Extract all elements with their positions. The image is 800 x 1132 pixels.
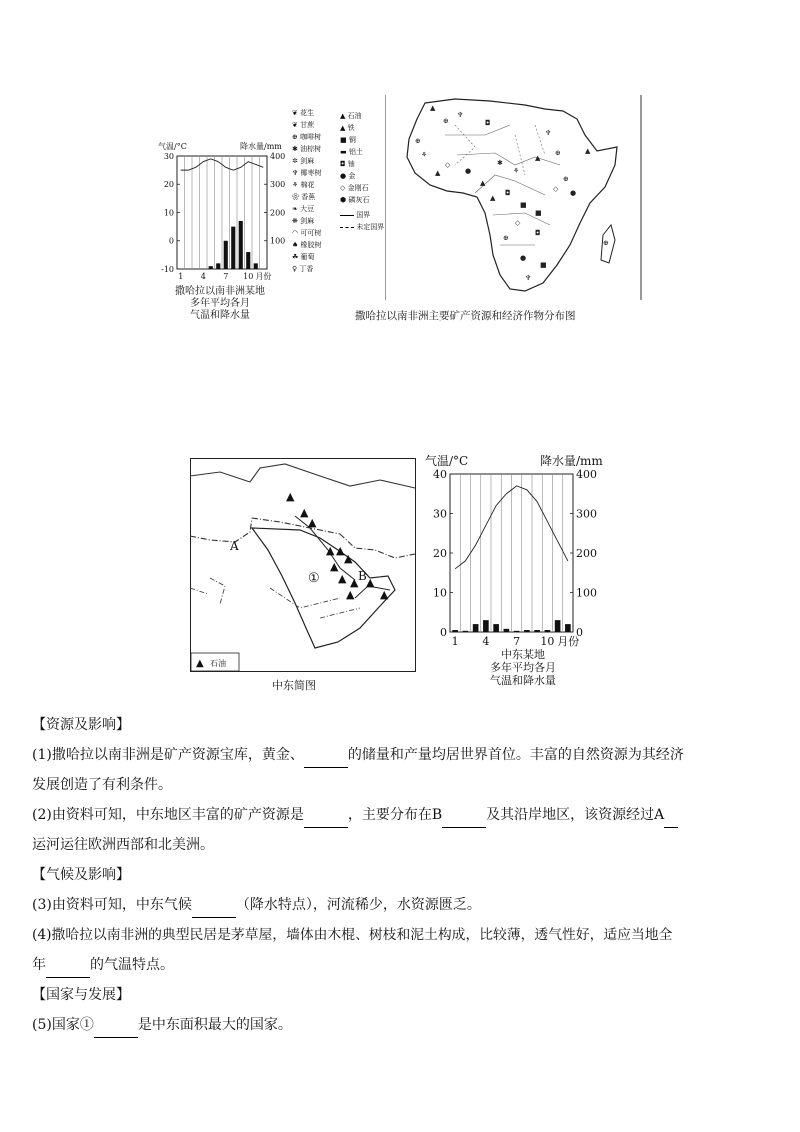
svg-text:▲: ▲: [344, 552, 353, 565]
fig1-chart: [160, 152, 298, 282]
legend-crop-14: ♀ 丁香: [292, 265, 314, 273]
precipitation-bar: [473, 624, 479, 632]
x-tick-label: 10: [540, 635, 555, 648]
crop-icon: ⚘: [292, 181, 299, 189]
mideast-map-svg: [190, 458, 416, 672]
crop-icon: ♠: [292, 241, 299, 249]
legend-mineral-5: ◘ 铀: [340, 160, 355, 168]
question-4-line1: (4)撒哈拉以南非洲的典型民居是茅草屋，墙体由木棍、树枝和泥土构成，比较薄，透气性好，适应当地全: [32, 927, 673, 943]
svg-text:◇: ◇: [445, 161, 451, 169]
fig1-caption: [160, 286, 280, 322]
y-right-tick-label: 200: [576, 546, 597, 560]
precipitation-bar: [534, 630, 540, 632]
precipitation-bar: [231, 227, 235, 269]
legend-crop-5: ✲ 剑麻: [292, 157, 315, 165]
precipitation-bar: [246, 252, 250, 269]
crop-icon: ◠: [292, 229, 299, 237]
svg-text:⊕: ⊕: [555, 149, 561, 157]
svg-text:▲: ▲: [585, 147, 591, 155]
y-right-tick-label: 400: [270, 152, 286, 161]
copper-icon: ■: [340, 136, 347, 144]
svg-text:●: ●: [520, 254, 527, 262]
precipitation-bar: [493, 624, 499, 632]
fig2-ylabel-right: 降水量/mm: [540, 454, 603, 468]
x-tick-label: 10: [243, 272, 254, 281]
svg-text:▲: ▲: [346, 588, 355, 601]
precipitation-bar: [224, 241, 228, 269]
svg-text:▲: ▲: [430, 104, 436, 112]
y-right-tick-label: 200: [270, 208, 286, 218]
x-tick-label: 4: [482, 635, 490, 648]
y-right-tick-label: 0: [576, 625, 583, 639]
mideast-label-a: A: [230, 539, 239, 553]
legend-boundary-1: 国界: [340, 210, 370, 220]
africa-outline: [407, 99, 617, 291]
crop-icon: ♆: [292, 169, 299, 177]
question-4-line2: 年 的气温特点。: [32, 952, 772, 978]
legend-mineral-1: ▲ 石油: [340, 112, 362, 120]
y-right-tick-label: 100: [576, 586, 597, 600]
svg-text:▲: ▲: [435, 169, 441, 177]
svg-text:▲: ▲: [535, 154, 541, 162]
svg-text:▲: ▲: [330, 560, 339, 573]
mideast-legend-oil: 石油: [210, 659, 226, 668]
answer-blank-2a[interactable]: [304, 810, 348, 828]
svg-text:▲: ▲: [300, 506, 309, 519]
legend-mineral-3: ■ 铜: [340, 136, 356, 144]
legend-crop-2: ❦ 甘蔗: [292, 121, 315, 129]
legend-mineral-8: ⬢ 磷灰石: [340, 196, 370, 204]
fig1-caption-line2: 多年平均各月: [190, 298, 250, 309]
svg-text:▲: ▲: [490, 194, 496, 202]
svg-text:▲: ▲: [380, 588, 389, 601]
legend-crop-4: ✱ 油棕树: [292, 145, 322, 153]
precipitation-bar: [504, 629, 510, 632]
legend-mineral-7: ◇ 金刚石: [340, 184, 369, 192]
crop-icon: ❋: [292, 217, 298, 225]
precipitation-bar: [254, 263, 258, 269]
legend-boundary-2: 未定国界: [340, 222, 384, 232]
svg-text:▲: ▲: [350, 576, 359, 589]
svg-text:⚘: ⚘: [513, 167, 520, 175]
x-axis-unit: 月份: [255, 272, 272, 281]
y-right-tick-label: 100: [270, 236, 286, 246]
crop-icon: ✲: [292, 157, 298, 165]
precipitation-bar: [545, 630, 551, 632]
legend-mineral-6: ● 金: [340, 172, 356, 180]
y-left-tick-label: 30: [163, 152, 174, 161]
y-left-tick-label: 20: [163, 180, 174, 190]
fig1-ylabel-left: 气温/°C: [158, 142, 187, 151]
gold-icon: ●: [340, 172, 347, 180]
crop-icon: ♀: [292, 265, 298, 273]
question-1-line2: 发展创造了有利条件。: [32, 777, 172, 793]
svg-text:◘: ◘: [535, 229, 541, 237]
y-left-tick-label: 40: [433, 467, 447, 481]
svg-text:♆: ♆: [545, 129, 552, 137]
precipitation-bar: [565, 624, 571, 632]
fig2-caption-line1: 中东某地: [501, 648, 545, 661]
crop-icon: ❧: [292, 205, 298, 213]
svg-text:⊕: ⊕: [415, 137, 421, 145]
legend-crop-12: ♠ 橡胶树: [292, 241, 322, 249]
svg-text:■: ■: [540, 261, 547, 269]
svg-text:◇: ◇: [515, 219, 521, 227]
y-left-tick-label: 10: [433, 586, 447, 600]
y-left-tick-label: 10: [163, 208, 174, 218]
section-title-resources: 【资源及影响】: [32, 717, 130, 733]
x-tick-label: 7: [513, 635, 521, 648]
fig2-chart: [420, 466, 610, 648]
legend-mineral-4: ▬ 铝土: [340, 148, 363, 156]
svg-text:⊕: ⊕: [603, 239, 609, 247]
legend-crop-7: ⚘ 棉花: [292, 181, 315, 189]
svg-text:⊕: ⊕: [443, 117, 449, 125]
precipitation-bar: [463, 631, 469, 632]
svg-text:●: ●: [465, 167, 472, 175]
svg-text:▲: ▲: [308, 516, 317, 529]
svg-text:▲: ▲: [286, 490, 295, 503]
bauxite-icon: ▬: [340, 148, 347, 156]
svg-text:⚘: ⚘: [421, 151, 428, 159]
uranium-icon: ◘: [340, 160, 346, 168]
svg-text:▲: ▲: [338, 572, 347, 585]
svg-text:▲: ▲: [336, 544, 345, 557]
question-1-line1: (1)撒哈拉以南非洲是矿产资源宝库，黄金、 的储量和产量均居世界首位。丰富的自然资源为其经济: [32, 742, 772, 768]
y-left-tick-label: 0: [440, 625, 447, 639]
precipitation-bar: [483, 620, 489, 632]
crop-icon: ⊕: [292, 133, 298, 141]
y-right-tick-label: 300: [270, 180, 286, 190]
y-left-tick-label: 0: [168, 236, 174, 246]
legend-crop-1: ❦ 花生: [292, 109, 315, 117]
legend-mineral-2: ▲ 铁: [340, 124, 355, 132]
answer-blank-5[interactable]: [94, 1020, 138, 1038]
answer-blank-2c[interactable]: [664, 810, 678, 828]
x-tick-label: 7: [223, 272, 229, 281]
svg-text:♆: ♆: [525, 274, 532, 282]
svg-text:◇: ◇: [553, 185, 559, 193]
oil-icon: ▲: [196, 658, 204, 669]
svg-text:⊕: ⊕: [563, 175, 569, 183]
legend-crop-13: ☘ 葡萄: [292, 253, 315, 261]
precipitation-bar: [216, 263, 220, 269]
africa-map-svg: [385, 95, 647, 305]
fig2-caption-line2: 多年平均各月: [490, 661, 556, 674]
legend-crop-6: ♆ 椰枣树: [292, 169, 322, 177]
svg-text:■: ■: [535, 209, 542, 217]
crop-icon: ❦: [292, 121, 298, 129]
answer-blank-2b[interactable]: [442, 810, 486, 828]
svg-text:♆: ♆: [457, 111, 464, 119]
svg-text:▲: ▲: [480, 179, 486, 187]
fig2-ylabel-left: 气温/°C: [425, 454, 469, 468]
precipitation-bar: [209, 266, 213, 269]
fig1-caption-line3: 气温和降水量: [190, 310, 250, 321]
fig1-caption-line1: 撒哈拉以南非洲某地: [175, 286, 265, 297]
y-right-tick-label: 300: [576, 507, 597, 521]
svg-text:●: ●: [570, 189, 577, 197]
question-2-line1: (2)由资料可知，中东地区丰富的矿产资源是 ，主要分布在B 及其沿岸地区，该资源经过A: [32, 802, 772, 828]
mideast-label-b: B: [358, 569, 367, 583]
africa-map-caption: 撒哈拉以南非洲主要矿产资源和经济作物分布图: [355, 310, 576, 322]
answer-blank-3[interactable]: [192, 900, 236, 918]
answer-blank-4[interactable]: [46, 960, 90, 978]
fig2-caption: [448, 648, 598, 687]
y-left-tick-label: 30: [433, 507, 447, 521]
crop-icon: ☘: [292, 253, 299, 261]
precipitation-bar: [524, 630, 530, 632]
legend-crop-11: ◠ 可可树: [292, 229, 322, 237]
fig2-caption-line3: 气温和降水量: [490, 674, 556, 687]
y-left-tick-label: 20: [433, 546, 447, 560]
precipitation-bar: [555, 620, 561, 632]
answer-blank-1[interactable]: [304, 750, 348, 768]
precipitation-bar: [452, 630, 458, 632]
fig1-ylabel-right: 降水量/mm: [240, 142, 282, 151]
x-axis-unit: 月份: [557, 635, 580, 648]
legend-crop-8: ❀ 香蕉: [292, 193, 316, 201]
y-right-tick-label: 400: [576, 467, 597, 481]
svg-text:✱: ✱: [497, 159, 503, 167]
question-3: (3)由资料可知，中东气候 （降水特点），河流稀少，水资源匮乏。: [32, 892, 772, 918]
crop-icon: ❀: [292, 193, 299, 201]
precipitation-bar: [514, 631, 520, 632]
oil-icon: ▲: [340, 112, 346, 120]
x-tick-label: 1: [178, 272, 184, 281]
phosphate-icon: ⬢: [340, 196, 347, 204]
svg-text:▲: ▲: [326, 544, 335, 557]
crop-icon: ✱: [292, 145, 298, 153]
legend-crop-3: ⊕ 咖啡树: [292, 133, 322, 141]
precipitation-bar: [239, 221, 243, 269]
section-title-climate: 【气候及影响】: [32, 867, 130, 883]
svg-text:◘: ◘: [485, 119, 491, 127]
svg-text:▲: ▲: [366, 576, 375, 589]
question-5: (5)国家① 是中东面积最大的国家。: [32, 1012, 772, 1038]
svg-text:■: ■: [520, 201, 527, 209]
legend-crop-10: ❋ 剑麻: [292, 217, 315, 225]
mideast-map-caption: 中东简图: [272, 679, 316, 692]
svg-text:◘: ◘: [505, 189, 511, 197]
svg-text:⊕: ⊕: [503, 234, 509, 242]
mideast-label-country: ①: [308, 571, 320, 586]
section-title-countries: 【国家与发展】: [32, 987, 130, 1003]
y-left-tick-label: -10: [161, 264, 174, 274]
crop-icon: ❦: [292, 109, 298, 117]
diamond-icon: ◇: [340, 184, 346, 192]
question-2-line2: 运河运往欧洲西部和北美洲。: [32, 837, 214, 853]
legend-crop-9: ❧ 大豆: [292, 205, 315, 213]
x-tick-label: 1: [451, 635, 459, 648]
x-tick-label: 4: [200, 272, 206, 281]
iron-icon: ▲: [340, 124, 346, 132]
